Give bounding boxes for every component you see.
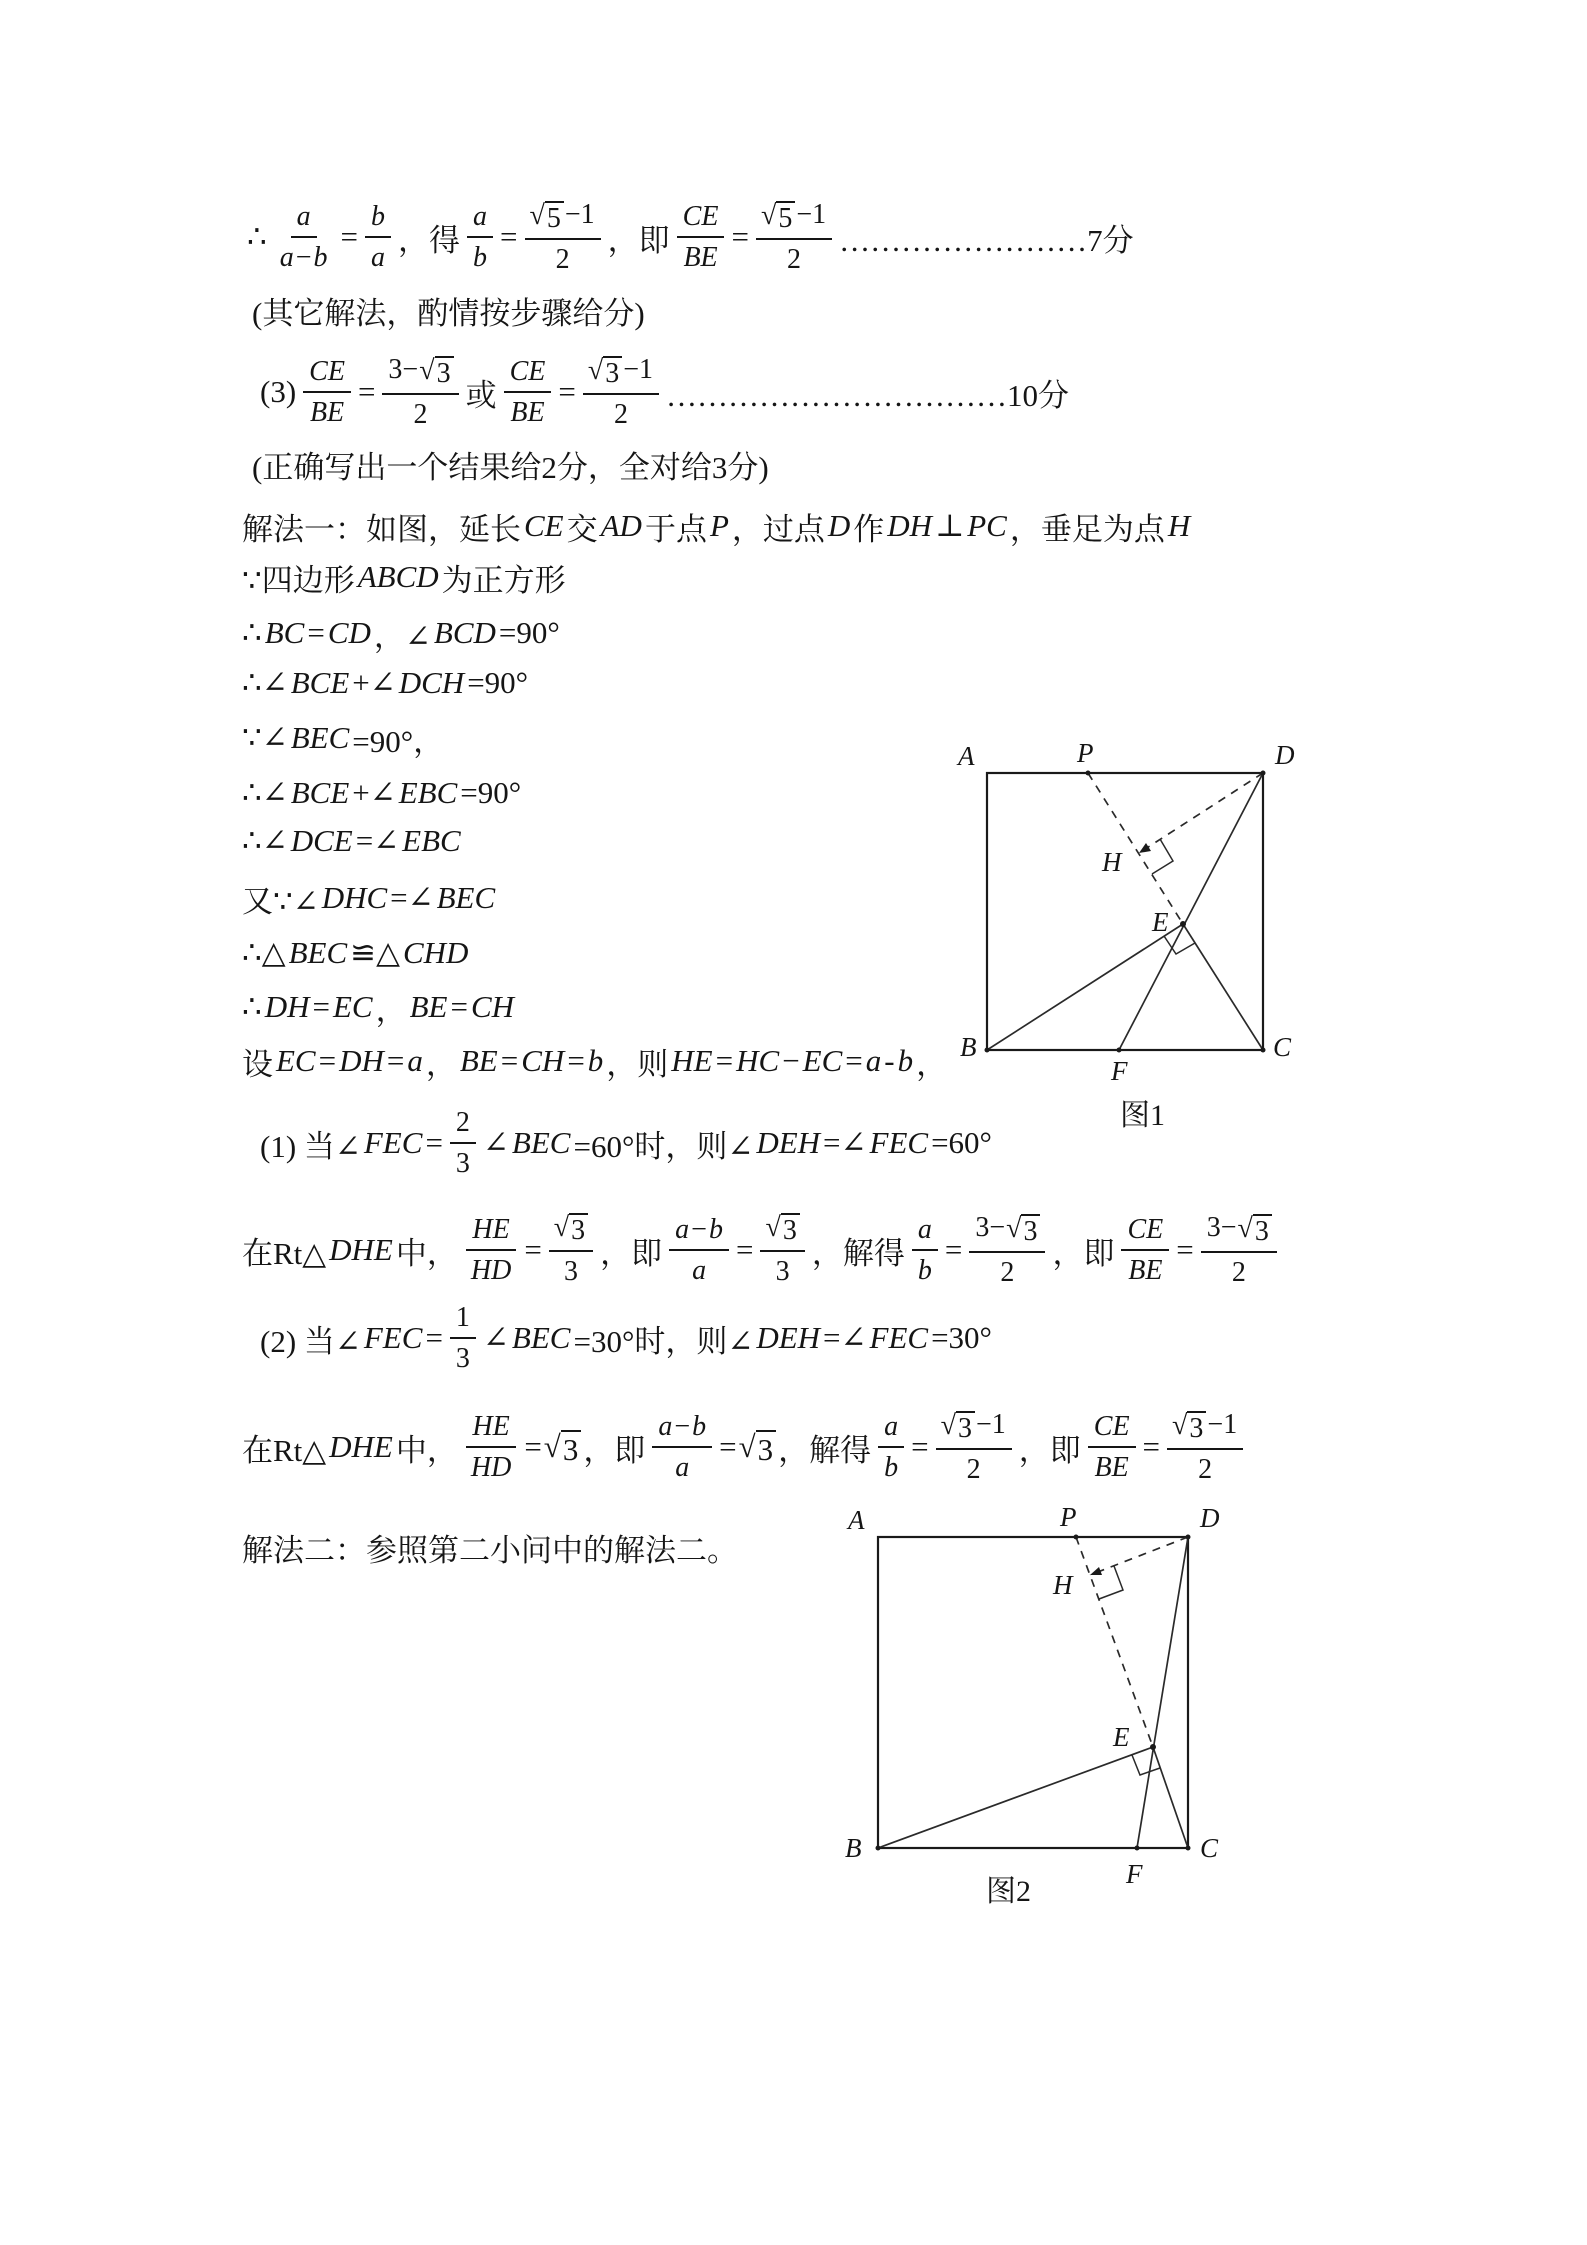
figure-1 (930, 723, 1322, 1138)
step-line: ∴ BC = CD ，∠ BCD =90° (242, 615, 560, 654)
solution2-intro: 解法二：参照第二小问中的解法二。 (242, 1532, 738, 1568)
vertex-label-e: E (1113, 1722, 1130, 1752)
step-line: ∵四边形 ABCD 为正方形 (242, 559, 566, 598)
step-line: ∴∠ DCE =∠ EBC (242, 823, 461, 858)
step-line: 又∵∠ DHC =∠ BEC (242, 880, 496, 919)
segment-ce (1153, 1747, 1188, 1848)
figure-caption: 图2 (986, 1875, 1031, 1908)
vertex-label-p: P (1077, 738, 1094, 768)
case1-formula: 在Rt△ DHE 中， $\frac{HE}{HD}$ = √ 3 3 ，即 a − b a = √ 3 3 ，解得 $\frac{a}{b}$ = 3− √ 3 2 ，即 $\frac{CE}{BE}$ = 3− √ 3 2 (240, 1200, 1282, 1300)
vertex-label-b: B (960, 1032, 977, 1062)
figure-2 (820, 1488, 1234, 1918)
vertex-label-c: C (1200, 1833, 1219, 1863)
vertex-label-h: H (1102, 847, 1122, 877)
figure-caption: 图1 (1120, 1099, 1165, 1132)
vertex-label-b: B (845, 1833, 862, 1863)
vertex-label-e: E (1152, 907, 1169, 937)
segment-dh-dashed (1090, 1537, 1188, 1575)
note-line-1: (其它解法，酌情按步骤给分) (252, 295, 645, 331)
arrowhead-h (1139, 843, 1151, 853)
segment-df (1119, 773, 1263, 1050)
vertex-label-d: D (1200, 1503, 1220, 1533)
case1-line: (1) 当∠ FEC = $\frac{2}{3}$ ∠ BEC =60°时，则∠ DEH =∠ FEC =60° (260, 1106, 992, 1179)
formula-line-1: ∴ a a − b = $\frac{b}{a}$ ，得 $\frac{a}{b}$ = √ 5 −1 2 ，即 $\frac{CE}{BE}$ = √ 5 −1 2 ……………………7分 (247, 198, 1134, 275)
solution1-intro: 解法一：如图，延长 CE 交 AD 于点 P ，过点 D 作 DH ⊥ PC ，垂足为点 H (242, 508, 1191, 547)
point-f (1135, 1846, 1140, 1851)
step-line: ∵∠ BEC =90°， (242, 720, 445, 759)
vertex-label-h: H (1053, 1570, 1073, 1600)
segment-ce (1183, 924, 1263, 1050)
point-p (1086, 771, 1091, 776)
vertex-label-d: D (1275, 740, 1295, 770)
vertex-label-f: F (1111, 1056, 1128, 1086)
case2-formula: 在Rt△ DHE 中， $\frac{HE}{HD}$ = √ 3 ，即 a − b a = √ 3 ，解得 $\frac{a}{b}$ = √ 3 −1 2 ，即 $\frac{CE}{BE}$ = √ 3 −1 2 (240, 1397, 1248, 1497)
vertex-label-a: A (848, 1505, 865, 1535)
point-b (985, 1048, 990, 1053)
point-c (1186, 1846, 1191, 1851)
vertex-label-a: A (958, 741, 975, 771)
arrowhead-h (1090, 1567, 1102, 1575)
square-abcd (878, 1537, 1188, 1848)
step-line: ∴∠ BCE +∠ DCH =90° (242, 665, 529, 700)
right-angle-mark-e (1132, 1755, 1160, 1775)
vertex-label-f: F (1126, 1859, 1143, 1889)
step-line: 设 EC = DH = a ， BE = CH = b ，则 HE = HC − EC = a - b ， (242, 1043, 948, 1082)
segment-be (987, 924, 1183, 1050)
point-c (1261, 1048, 1266, 1053)
right-angle-mark-h (1152, 839, 1173, 874)
point-b (876, 1846, 881, 1851)
square-abcd (987, 773, 1263, 1050)
right-angle-mark-e (1164, 936, 1195, 954)
segment-df (1137, 1537, 1188, 1848)
segment-dh-dashed (1139, 773, 1263, 853)
formula-line-3: (3) $\frac{CE}{BE}$ = 3− √ 3 2 或 $\frac{CE}{BE}$ = √ 3 −1 2 ……………………………10分 (260, 353, 1070, 430)
step-line: ∴△ BEC ≌△ CHD (242, 935, 469, 970)
segment-be (878, 1747, 1153, 1848)
case2-line: (2) 当∠ FEC = $\frac{1}{3}$ ∠ BEC =30°时，则∠ DEH =∠ FEC =30° (260, 1301, 992, 1374)
point-d (1261, 771, 1266, 776)
note-line-2: (正确写出一个结果给2分，全对给3分) (252, 449, 769, 485)
point-d (1186, 1535, 1191, 1540)
vertex-label-c: C (1273, 1032, 1292, 1062)
point-f (1117, 1048, 1122, 1053)
step-line: ∴∠ BCE +∠ EBC =90° (242, 775, 522, 810)
step-line: ∴ DH = EC ， BE = CH (242, 989, 515, 1028)
point-p (1074, 1535, 1079, 1540)
point-e (1150, 1744, 1156, 1750)
point-e (1180, 921, 1186, 927)
vertex-label-p: P (1060, 1502, 1077, 1532)
